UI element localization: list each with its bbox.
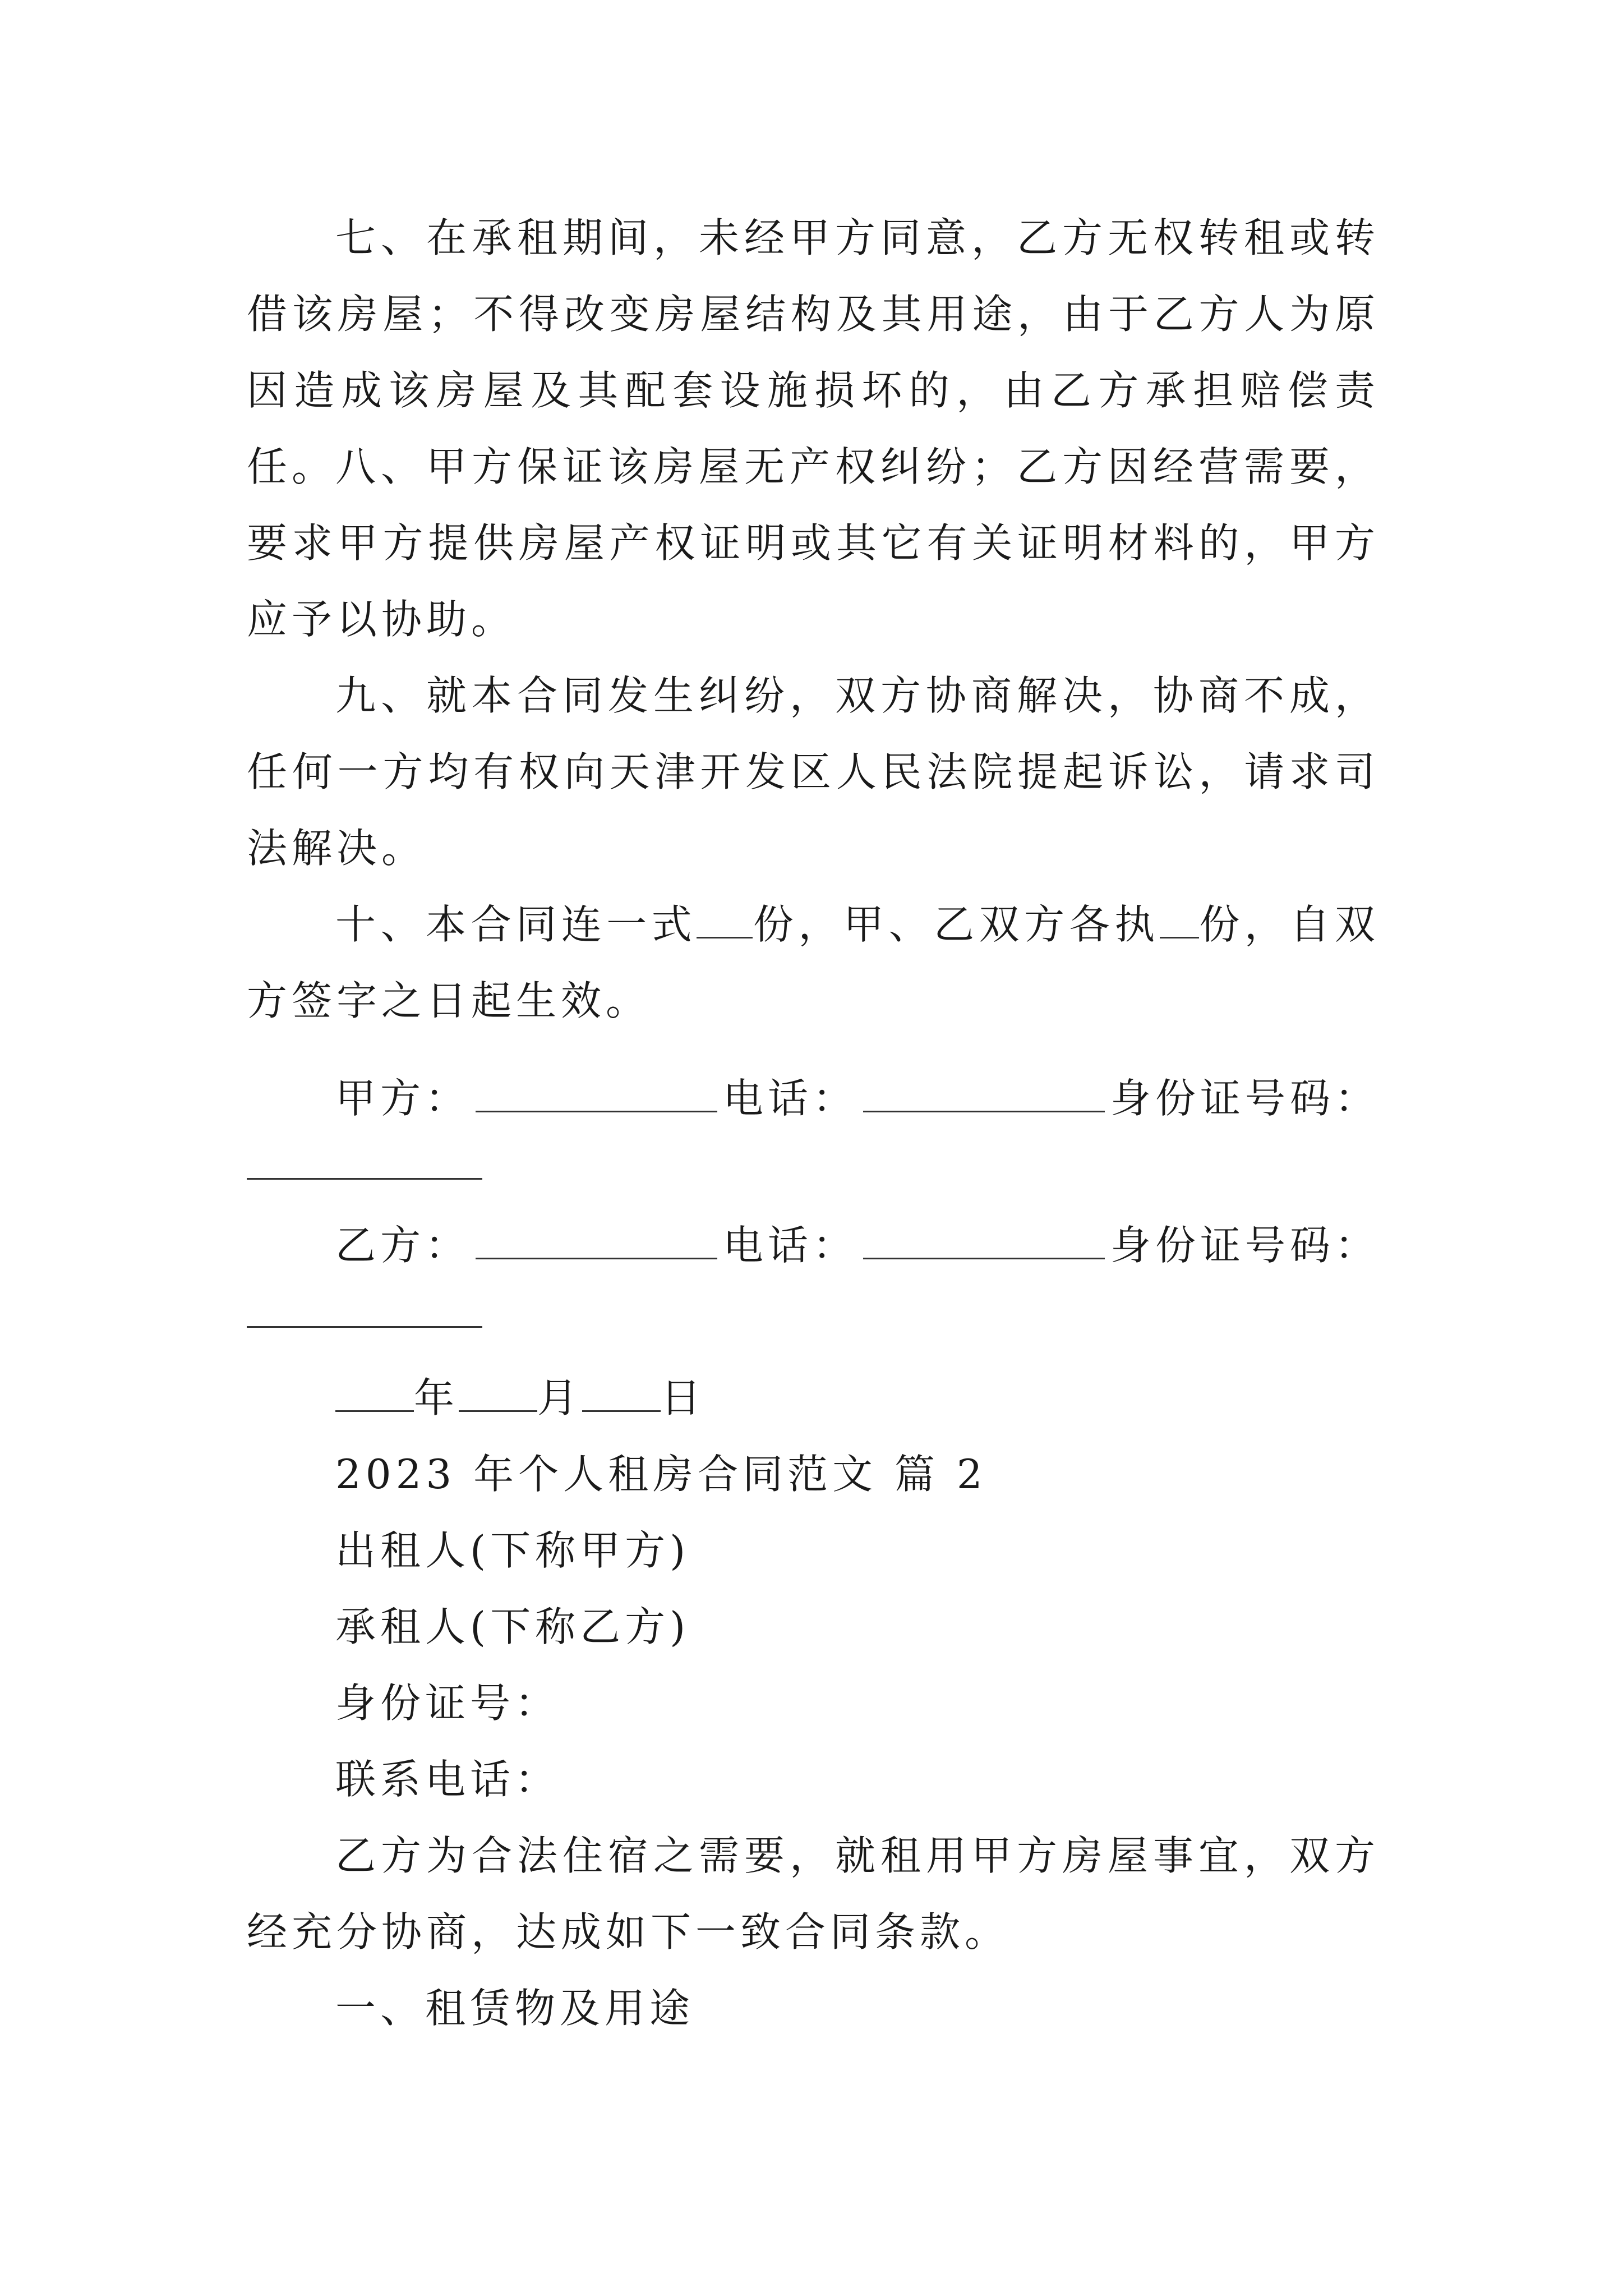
year-blank — [335, 1378, 414, 1412]
party-a-signature-row — [335, 1060, 1380, 1137]
party-b-label: 乙方： — [335, 1222, 471, 1269]
section-2-intro: 乙方为合法住宿之需要，就租用甲方房屋事宜，双方经充分协商，达成如下一致合同条款。 — [247, 1832, 1380, 1955]
date-line — [335, 1360, 706, 1436]
party-b-id-blank — [247, 1326, 482, 1328]
party-b-phone-label: 电话： — [722, 1222, 857, 1269]
clause-10-part-b: 份，甲、乙双方各执 — [753, 901, 1160, 948]
party-a-phone-blank — [863, 1078, 1105, 1112]
year-label: 年 — [414, 1374, 459, 1421]
party-b-name-blank — [476, 1225, 717, 1259]
month-label: 月 — [537, 1374, 583, 1421]
day-blank — [582, 1378, 661, 1412]
party-b-signature-row — [335, 1207, 1380, 1283]
party-a-name-blank — [476, 1078, 717, 1112]
party-a-phone-label: 电话： — [722, 1075, 857, 1122]
party-b-id-label: 身份证号码： — [1110, 1222, 1380, 1269]
month-blank — [459, 1378, 537, 1412]
clause-7: 七、在承租期间，未经甲方同意，乙方无权转租或转借该房屋；不得改变房屋结构及其用途，由于乙方人为原因造成该房屋及其配套设施损坏的，由乙方承担赔偿责任。 — [247, 214, 1380, 490]
party-a-label: 甲方： — [335, 1075, 471, 1122]
section-2-title: 2023 年个人租房合同范文 篇 2 — [335, 1451, 987, 1498]
copies-each-blank — [1160, 904, 1199, 938]
clause-9: 九、就本合同发生纠纷，双方协商解决，协商不成，任何一方均有权向天津开发区人民法院提起诉讼，请求司法解决。 — [247, 672, 1380, 872]
clause-8: 八、甲方保证该房屋无产权纠纷；乙方因经营需要，要求甲方提供房屋产权证明或其它有关证明材料的，甲方应予以协助。 — [247, 443, 1380, 643]
item-1-heading: 一、租赁物及用途 — [335, 1985, 695, 2032]
clause-10-part-a: 十、本合同连一式 — [335, 901, 697, 948]
clause-10 — [247, 886, 1380, 1039]
id-number-line: 身份证号： — [335, 1680, 560, 1727]
lessor-line: 出租人(下称甲方) — [335, 1527, 690, 1574]
phone-line: 联系电话： — [335, 1756, 560, 1803]
clause-10-part-c: 份，自双方签字之日起生效。 — [247, 901, 1380, 1024]
party-a-id-blank — [247, 1178, 482, 1180]
lessee-line: 承租人(下称乙方) — [335, 1603, 690, 1650]
party-a-id-label: 身份证号码： — [1110, 1075, 1380, 1122]
day-label: 日 — [661, 1374, 706, 1421]
copies-total-blank — [697, 904, 753, 938]
party-b-phone-blank — [863, 1225, 1105, 1259]
